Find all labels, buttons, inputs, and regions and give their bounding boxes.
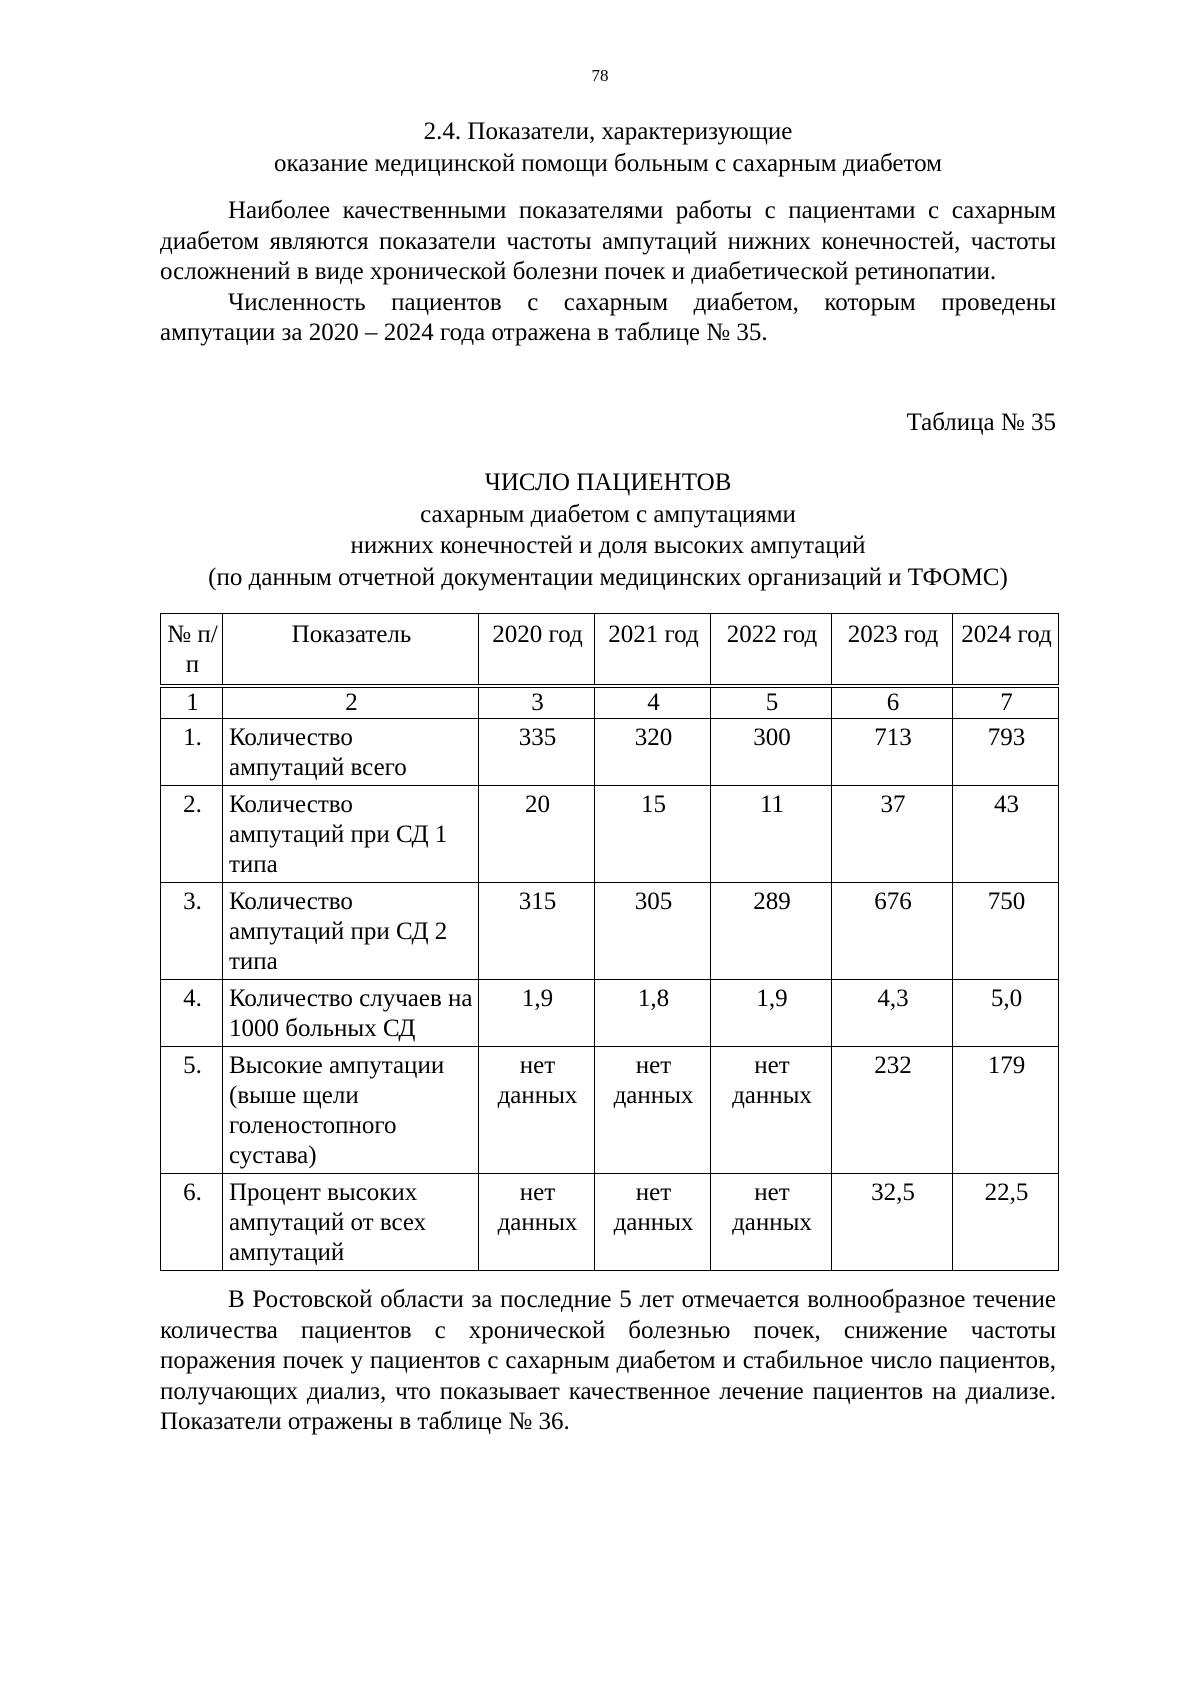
- indicator-cell: Количество случаев на 1000 больных СД: [223, 980, 479, 1047]
- column-header: 2024 год: [953, 614, 1059, 687]
- indicator-cell: Количество ампутаций всего: [223, 719, 479, 786]
- indicator-cell: Процент высоких ампутаций от всех ампутаций: [223, 1174, 479, 1271]
- value-cell: 1,9: [479, 980, 595, 1047]
- value-cell: 793: [953, 719, 1059, 786]
- amputations-table: [160, 613, 1059, 1271]
- value-cell: 22,5: [953, 1174, 1059, 1271]
- column-header: 2021 год: [595, 614, 711, 687]
- value-cell: 335: [479, 719, 595, 786]
- table-row: [161, 1047, 1059, 1174]
- value-cell: 300: [711, 719, 832, 786]
- row-number: 4.: [161, 980, 223, 1047]
- value-cell: 1,8: [595, 980, 711, 1047]
- table-row: [161, 1174, 1059, 1271]
- value-cell: 15: [595, 786, 711, 883]
- value-cell: 315: [479, 883, 595, 980]
- value-cell: 713: [832, 719, 953, 786]
- table-title: [160, 467, 1056, 593]
- section-heading-line: оказание медицинской помощи больным с сахарным диабетом: [274, 150, 942, 177]
- value-cell: нет данных: [595, 1174, 711, 1271]
- column-number: 7: [953, 686, 1059, 719]
- value-cell: нет данных: [595, 1047, 711, 1174]
- value-cell: 750: [953, 883, 1059, 980]
- column-header: № п/п: [161, 614, 223, 687]
- page-number: 78: [591, 66, 609, 85]
- table-title-line: (по данным отчетной документации медицинских организаций и ТФОМС): [208, 563, 1008, 591]
- row-number: 5.: [161, 1047, 223, 1174]
- value-cell: 320: [595, 719, 711, 786]
- value-cell: 179: [953, 1047, 1059, 1174]
- value-cell: 289: [711, 883, 832, 980]
- value-cell: 232: [832, 1047, 953, 1174]
- column-header: Показатель: [223, 614, 479, 687]
- column-number-row: [161, 686, 1059, 719]
- table-label: Таблица № 35: [906, 409, 1056, 436]
- column-number: 3: [479, 686, 595, 719]
- paragraph: Наиболее качественными показателями работы с пациентами с сахарным диабетом являются показатели частоты ампутаций нижних конечностей, частоты осложнений в виде хронической болезни почек и диабетической ретинопатии.: [160, 197, 1056, 285]
- value-cell: 20: [479, 786, 595, 883]
- intro-text: [160, 196, 1056, 349]
- paragraph: В Ростовской области за последние 5 лет отмечается волнообразное течение количества пациентов с хронической болезнью почек, снижение частоты поражения почек у пациентов с сахарным диабетом и стабильное число пациентов, получающих диализ, что показывает качественное лечение пациентов на диализе. Показатели отражены в таблице № 36.: [160, 1286, 1056, 1435]
- table-row: [161, 980, 1059, 1047]
- column-number: 4: [595, 686, 711, 719]
- column-header: 2020 год: [479, 614, 595, 687]
- value-cell: нет данных: [479, 1174, 595, 1271]
- paragraph: Численность пациентов с сахарным диабетом, которым проведены ампутации за 2020 – 2024 года отражена в таблице № 35.: [160, 288, 1056, 346]
- value-cell: 32,5: [832, 1174, 953, 1271]
- table-row: [161, 883, 1059, 980]
- column-number: 5: [711, 686, 832, 719]
- section-heading-line: 2.4. Показатели, характеризующие: [423, 118, 793, 145]
- table-header-row: [161, 614, 1059, 687]
- value-cell: 1,9: [711, 980, 832, 1047]
- column-number: 6: [832, 686, 953, 719]
- indicator-cell: Количество ампутаций при СД 2 типа: [223, 883, 479, 980]
- value-cell: 305: [595, 883, 711, 980]
- value-cell: 37: [832, 786, 953, 883]
- table-row: [161, 786, 1059, 883]
- indicator-cell: Количество ампутаций при СД 1 типа: [223, 786, 479, 883]
- value-cell: нет данных: [479, 1047, 595, 1174]
- row-number: 3.: [161, 883, 223, 980]
- row-number: 2.: [161, 786, 223, 883]
- value-cell: нет данных: [711, 1047, 832, 1174]
- table-title-line: ЧИСЛО ПАЦИЕНТОВ: [484, 469, 732, 496]
- column-header: 2022 год: [711, 614, 832, 687]
- column-header: 2023 год: [832, 614, 953, 687]
- value-cell: 676: [832, 883, 953, 980]
- row-number: 6.: [161, 1174, 223, 1271]
- value-cell: 11: [711, 786, 832, 883]
- table-title-line: сахарным диабетом с ампутациями: [420, 500, 796, 528]
- column-number: 1: [161, 686, 223, 719]
- value-cell: 43: [953, 786, 1059, 883]
- indicator-cell: Высокие ампутации (выше щели голеностопного сустава): [223, 1047, 479, 1174]
- table-row: [161, 719, 1059, 786]
- table-title-line: нижних конечностей и доля высоких ампутаций: [350, 532, 866, 559]
- column-number: 2: [223, 686, 479, 719]
- value-cell: 4,3: [832, 980, 953, 1047]
- section-heading: [160, 116, 1056, 180]
- value-cell: 5,0: [953, 980, 1059, 1047]
- row-number: 1.: [161, 719, 223, 786]
- value-cell: нет данных: [711, 1174, 832, 1271]
- outro-text: [160, 1285, 1056, 1438]
